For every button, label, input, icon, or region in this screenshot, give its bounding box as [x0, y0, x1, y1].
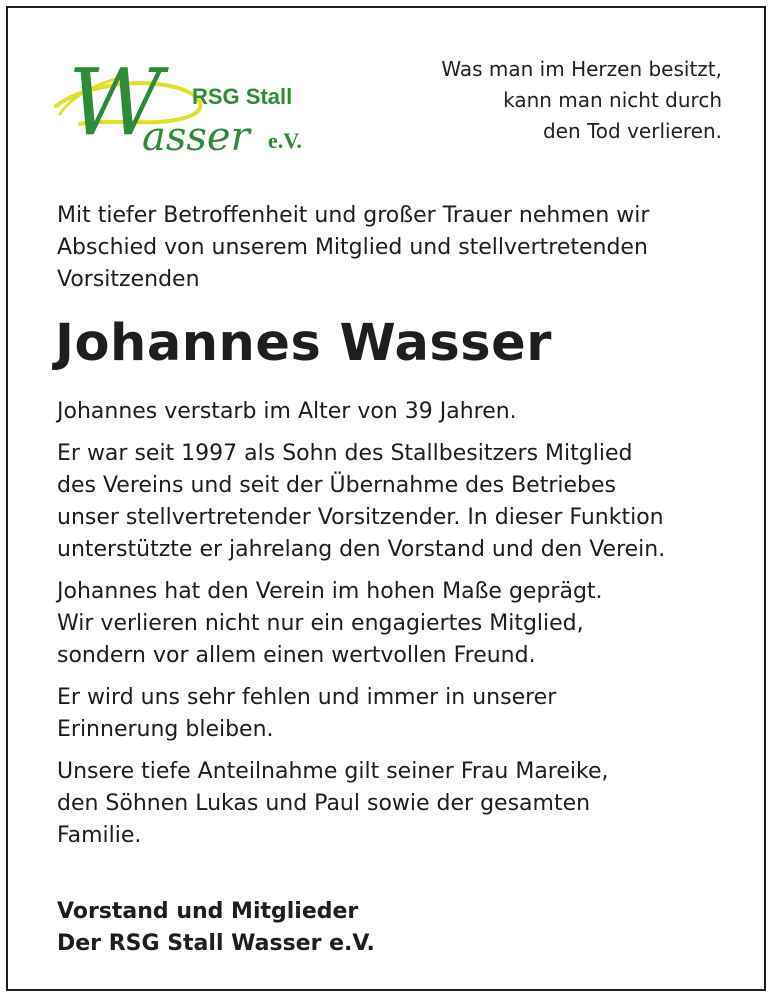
logo-suffix: e.V. — [268, 128, 302, 153]
deceased-name: Johannes Wasser — [55, 314, 552, 373]
paragraph-line: unser stellvertretender Vorsitzender. In dieser Funktion — [57, 505, 664, 530]
club-logo — [50, 48, 340, 160]
paragraph-line: Johannes hat den Verein im hohen Maße geprägt. — [57, 579, 603, 604]
paragraph — [57, 682, 747, 746]
signature-line: Der RSG Stall Wasser e.V. — [57, 931, 375, 956]
logo-script-w: W — [68, 49, 163, 156]
paragraph-line: Johannes verstarb im Alter von 39 Jahren. — [57, 399, 517, 424]
intro-line: Mit tiefer Betroffenheit und großer Trauer nehmen wir — [57, 203, 650, 228]
memorial-quote — [441, 54, 722, 147]
quote-line: kann man nicht durch — [503, 88, 722, 112]
logo-script-asser: asser — [142, 114, 250, 160]
paragraph — [57, 438, 747, 566]
obituary-body — [57, 396, 747, 862]
quote-line: den Tod verlieren. — [542, 119, 722, 143]
paragraph-line: unterstützte er jahrelang den Vorstand und den Verein. — [57, 537, 666, 562]
intro-line: Abschied von unserem Mitglied und stellvertretenden — [57, 235, 648, 260]
paragraph-line: Er wird uns sehr fehlen und immer in unserer — [57, 685, 557, 710]
quote-line: Was man im Herzen besitzt, — [441, 57, 722, 81]
obituary-notice — [6, 6, 766, 991]
logo-club-name: RSG Stall — [192, 84, 293, 109]
paragraph — [57, 396, 747, 428]
paragraph — [57, 756, 747, 852]
paragraph — [57, 576, 747, 672]
paragraph-line: Wir verlieren nicht nur ein engagiertes Mitglied, — [57, 611, 584, 636]
intro-text — [57, 200, 737, 296]
paragraph-line: Erinnerung bleiben. — [57, 717, 274, 742]
intro-line: Vorsitzenden — [57, 267, 200, 292]
paragraph-line: Er war seit 1997 als Sohn des Stallbesitzers Mitglied — [57, 441, 633, 466]
paragraph-line: des Vereins und seit der Übernahme des Betriebes — [57, 473, 617, 498]
paragraph-line: Familie. — [57, 823, 142, 848]
signature-line: Vorstand und Mitglieder — [57, 899, 359, 924]
paragraph-line: Unsere tiefe Anteilnahme gilt seiner Frau Mareike, — [57, 759, 609, 784]
paragraph-line: sondern vor allem einen wertvollen Freund. — [57, 643, 536, 668]
paragraph-line: den Söhnen Lukas und Paul sowie der gesamten — [57, 791, 591, 816]
signature — [57, 896, 375, 960]
